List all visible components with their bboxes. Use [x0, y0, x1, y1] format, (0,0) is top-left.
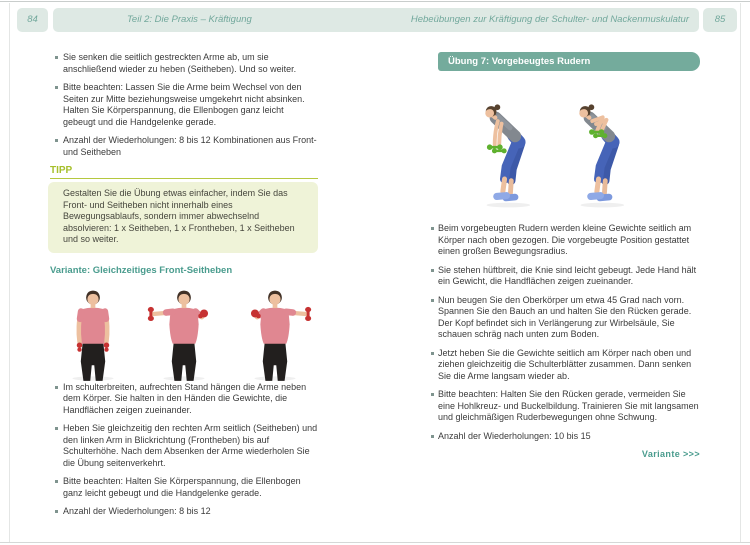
variant-bullet-list [50, 382, 318, 518]
bullet-item: Anzahl der Wiederholungen: 10 bis 15 [438, 431, 700, 443]
bullet-item: Anzahl der Wiederholungen: 8 bis 12 [50, 506, 318, 518]
photo-side-front-raise-left [141, 286, 227, 382]
exercise-bullet-list [438, 223, 700, 442]
page-number-right: 85 [703, 8, 737, 32]
bullet-item: Sie stehen hüftbreit, die Knie sind leicht gebeugt. Jede Hand hält ein Gewicht, die Handflächen zeigen zueinander. [438, 265, 700, 288]
page-number-left: 84 [17, 8, 48, 32]
exercise-heading-bar: Übung 7: Vorgebeugtes Rudern [438, 52, 700, 71]
tip-box: Gestalten Sie die Übung etwas einfacher, indem Sie das Front- und Seitheben nicht innerhalb eines Bewegungsablaufs, sondern immer abwechselnd absolvieren: 1 x Seitheben, 1 x Frontheben, 1 x Seitheben und so weiter. [48, 182, 318, 253]
photo-side-front-raise-right [232, 286, 318, 382]
section-title: Hebeübungen zur Kräftigung der Schulter- und Nackenmuskulatur [410, 14, 689, 25]
variant-heading: Variante: Gleichzeitiges Front-Seitheben [50, 264, 233, 276]
running-header [53, 8, 699, 32]
left-page-content [50, 52, 318, 525]
bullet-item: Bitte beachten: Halten Sie Körperspannung, die Ellenbogen ganz leicht gebeugt und die Handgelenke gerade. [50, 476, 318, 499]
photo-row-rudern [468, 83, 700, 223]
bullet-item: Bitte beachten: Lassen Sie die Arme beim Wechsel von den Seiten zur Mitte beziehungsweise umgekehrt nicht absinken. Halten Sie Körperspannung, die Ellenbogen ganz leicht gebeugt und die Handgelenke gerade. [50, 82, 318, 128]
photo-bentover-arms-down [468, 83, 552, 223]
bullet-item: Im schulterbreiten, aufrechten Stand hängen die Arme neben dem Körper. Sie halten in den Händen die Gewichte, die Handflächen zeigen zueinander. [50, 382, 318, 417]
bullet-item: Jetzt heben Sie die Gewichte seitlich am Körper nach oben und ziehen gleichzeitig die Schulterblätter zusammen. Dann senken Sie die Arme langsam wieder ab. [438, 348, 700, 383]
bullet-item: Heben Sie gleichzeitig den rechten Arm seitlich (Seitheben) und den linken Arm in Blickrichtung (Frontheben) bis auf Schulterhöhe. Nach dem Absenken der Arme wiederholen Sie die Übung seitenverkehrt. [50, 423, 318, 469]
photo-stand-arms-down [50, 286, 136, 382]
variant-link: Variante >>> [641, 449, 700, 459]
bullet-item: Bitte beachten: Halten Sie den Rücken gerade, vermeiden Sie eine Hohlkreuz- und Buckelbildung. Trainieren Sie mit langsamen und gleichmäßigen Ruderbewegungen ohne Schwung. [438, 389, 699, 422]
page-edge-left [9, 3, 10, 542]
page-edge-top [0, 1, 750, 2]
page-edge-right [740, 3, 741, 542]
page-edge-bottom [0, 542, 750, 543]
right-page-content [438, 52, 700, 459]
photo-bentover-rowing [562, 83, 646, 223]
bullet-item: Beim vorgebeugten Rudern werden kleine Gewichte seitlich am Körper nach oben gezogen. Die vorgebeugte Position gestattet einen großen Bewegungsradius. [438, 223, 700, 258]
bullet-item: Nun beugen Sie den Oberkörper um etwa 45 Grad nach vorn. Spannen Sie den Bauch an und halten Sie den Rücken gerade. Der Kopf befindet sich in Verlängerung zur Wirbelsäule, Sie schauen schräg nach unten zum Boden. [438, 295, 700, 341]
tip-label: TIPP [50, 165, 318, 179]
bullet-item: Sie senken die seitlich gestreckten Arme ab, um sie anschließend wieder zu heben (Seitheben). Und so weiter. [50, 52, 318, 75]
photo-row-front-seitheben [50, 286, 318, 382]
chapter-title: Teil 2: Die Praxis – Kräftigung [127, 14, 252, 25]
intro-bullet-list [50, 52, 318, 158]
bullet-item: Anzahl der Wiederholungen: 8 bis 12 Kombinationen aus Front- und Seitheben [50, 135, 318, 158]
